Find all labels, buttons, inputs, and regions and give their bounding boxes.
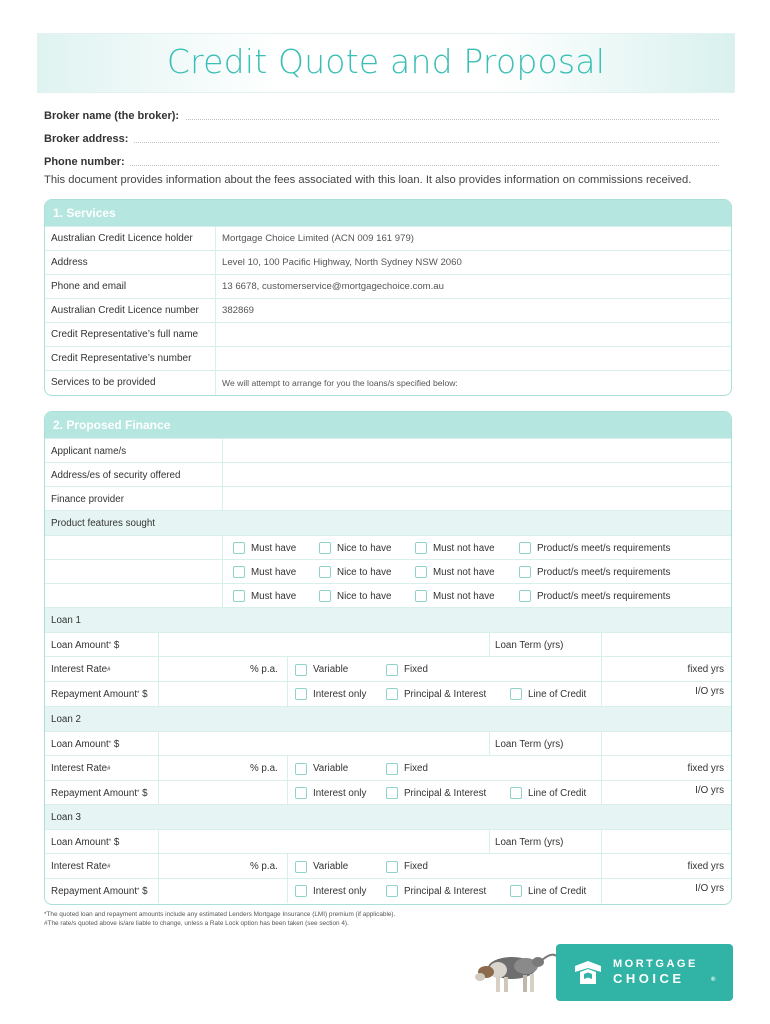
meets-requirements-option[interactable] xyxy=(519,584,670,608)
loan-term-input[interactable] xyxy=(602,830,731,854)
option-label: Nice to have xyxy=(337,590,392,602)
option-label: Fixed xyxy=(404,664,428,675)
brand-line-2: CHOICE xyxy=(613,971,685,986)
interest-only-option[interactable] xyxy=(295,879,366,903)
percent-pa-label: % p.a. xyxy=(250,664,278,675)
divider xyxy=(287,854,288,879)
fixed-yrs-label: fixed yrs xyxy=(687,763,724,774)
loan-amount-input[interactable] xyxy=(159,633,489,657)
loan-term-label: Loan Term (yrs) xyxy=(495,836,564,848)
option-label: Must not have xyxy=(433,590,495,602)
meets-requirements-option[interactable] xyxy=(519,560,670,584)
checkbox[interactable] xyxy=(295,885,307,897)
broker-address-field[interactable] xyxy=(44,133,719,145)
broker-name-field[interactable] xyxy=(44,110,719,122)
must-have-option[interactable] xyxy=(233,560,296,584)
divider xyxy=(601,682,602,706)
interest-rate-row xyxy=(45,853,731,879)
percent-pa-label: % p.a. xyxy=(250,763,278,774)
table-row xyxy=(45,299,731,323)
loan-amount-label: Loan Amount * $ xyxy=(51,738,120,750)
loan-amount-row xyxy=(45,731,731,756)
table-row xyxy=(45,275,731,299)
finance-provider-label: Finance provider xyxy=(51,493,124,505)
broker-address-label: Broker address: xyxy=(44,133,129,145)
option-label: Nice to have xyxy=(337,542,392,554)
checkbox[interactable] xyxy=(319,566,331,578)
loan-header-row xyxy=(45,706,731,732)
checkbox[interactable] xyxy=(386,787,398,799)
option-label: Must have xyxy=(251,590,297,602)
option-label: Must have xyxy=(251,566,297,578)
divider xyxy=(222,584,223,608)
option-label: Must not have xyxy=(433,566,495,578)
broker-name-label: Broker name (the broker): xyxy=(44,110,180,122)
fixed-yrs-label: fixed yrs xyxy=(687,861,724,872)
option-label: Product/s meet/s requirements xyxy=(537,590,671,602)
principal-interest-option[interactable] xyxy=(386,781,486,805)
fixed-option[interactable] xyxy=(386,657,428,682)
divider xyxy=(158,657,159,682)
divider xyxy=(287,657,288,682)
feature-row xyxy=(45,583,731,608)
nice-to-have-option[interactable] xyxy=(319,584,391,608)
row-value[interactable] xyxy=(216,347,732,371)
registered-mark: ® xyxy=(711,977,716,983)
row-label: Australian Credit Licence holder xyxy=(45,227,216,251)
services-heading: 1. Services xyxy=(45,200,731,226)
checkbox[interactable] xyxy=(386,763,398,775)
option-label: Principal & Interest xyxy=(404,885,487,897)
divider xyxy=(489,732,490,756)
row-value[interactable]: Level 10, 100 Pacific Highway, North Sydney NSW 2060 xyxy=(216,251,732,275)
must-have-option[interactable] xyxy=(233,536,296,560)
checkbox[interactable] xyxy=(295,787,307,799)
option-label: Interest only xyxy=(313,688,367,700)
loan-title: Loan 2 xyxy=(51,714,81,725)
checkbox[interactable] xyxy=(415,542,427,554)
checkbox[interactable] xyxy=(510,787,522,799)
footnote-rate: #The rate/s quoted above is/are liable to change, unless a Rate Lock option has been taken (see section 4). xyxy=(44,920,349,927)
features-header-row xyxy=(45,510,731,536)
interest-rate-row xyxy=(45,656,731,682)
loan-amount-label: Loan Amount * $ xyxy=(51,639,120,651)
option-label: Line of Credit xyxy=(528,885,587,897)
page-title: Credit Quote and Proposal xyxy=(166,42,606,81)
table-row xyxy=(45,227,731,251)
checkbox[interactable] xyxy=(510,688,522,700)
row-label: Credit Representative’s full name xyxy=(45,323,216,347)
loan-amount-input[interactable] xyxy=(159,830,489,854)
loan-term-input[interactable] xyxy=(602,633,731,657)
interest-only-option[interactable] xyxy=(295,781,366,805)
dog-illustration xyxy=(468,946,560,998)
loan-title: Loan 1 xyxy=(51,615,81,626)
loan-term-label: Loan Term (yrs) xyxy=(495,738,564,750)
loan-term-label: Loan Term (yrs) xyxy=(495,639,564,651)
interest-rate-label: Interest Rate # xyxy=(51,664,111,675)
must-not-have-option[interactable] xyxy=(415,584,495,608)
checkbox[interactable] xyxy=(295,763,307,775)
option-label: Line of Credit xyxy=(528,787,587,799)
repayment-row xyxy=(45,780,731,805)
fixed-option[interactable] xyxy=(386,854,428,879)
applicant-label: Applicant name/s xyxy=(51,445,127,457)
checkbox[interactable] xyxy=(233,542,245,554)
checkbox[interactable] xyxy=(295,688,307,700)
row-label: Phone and email xyxy=(45,275,216,299)
option-label: Fixed xyxy=(404,861,428,872)
checkbox[interactable] xyxy=(519,590,531,602)
loan-title: Loan 3 xyxy=(51,812,81,823)
nice-to-have-option[interactable] xyxy=(319,536,391,560)
option-label: Must not have xyxy=(433,542,495,554)
nice-to-have-option[interactable] xyxy=(319,560,391,584)
row-value[interactable]: 382869 xyxy=(216,299,732,323)
divider xyxy=(601,657,602,682)
table-row xyxy=(45,323,731,347)
feature-input[interactable] xyxy=(45,536,221,560)
must-have-option[interactable] xyxy=(233,584,296,608)
security-address-label: Address/es of security offered xyxy=(51,469,181,481)
io-yrs-label: I/O yrs xyxy=(695,882,724,894)
loan-header-row xyxy=(45,804,731,830)
divider xyxy=(489,830,490,854)
row-label: Credit Representative’s number xyxy=(45,347,216,371)
row-value[interactable] xyxy=(216,323,732,347)
fixed-option[interactable] xyxy=(386,756,428,781)
interest-rate-label: Interest Rate # xyxy=(51,861,111,872)
meets-requirements-option[interactable] xyxy=(519,536,670,560)
repayment-label: Repayment Amount * $ xyxy=(51,688,148,700)
repayment-row xyxy=(45,681,731,706)
variable-option[interactable] xyxy=(295,657,348,682)
percent-pa-label: % p.a. xyxy=(250,861,278,872)
must-not-have-option[interactable] xyxy=(415,560,495,584)
loan-amount-label: Loan Amount * $ xyxy=(51,836,120,848)
line-of-credit-option[interactable] xyxy=(510,781,586,805)
divider xyxy=(158,756,159,781)
broker-address-rule xyxy=(134,142,719,143)
row-value[interactable]: 13 6678, customerservice@mortgagechoice.com.au xyxy=(216,275,732,299)
finance-provider-input[interactable] xyxy=(223,487,731,511)
checkbox[interactable] xyxy=(386,861,398,873)
table-row xyxy=(45,347,731,371)
title-banner xyxy=(37,33,735,93)
checkbox[interactable] xyxy=(386,688,398,700)
feature-input[interactable] xyxy=(45,560,221,584)
option-label: Interest only xyxy=(313,787,367,799)
divider xyxy=(287,682,288,706)
checkbox[interactable] xyxy=(295,861,307,873)
option-label: Variable xyxy=(313,763,349,774)
interest-rate-label: Interest Rate # xyxy=(51,763,111,774)
repayment-input[interactable] xyxy=(159,879,287,903)
option-label: Product/s meet/s requirements xyxy=(537,566,671,578)
phone-number-rule xyxy=(130,165,719,166)
house-logo-icon xyxy=(574,960,602,986)
repayment-row xyxy=(45,878,731,903)
io-yrs-label: I/O yrs xyxy=(695,685,724,697)
feature-input[interactable] xyxy=(45,584,221,608)
broker-name-rule xyxy=(186,119,719,120)
checkbox[interactable] xyxy=(386,885,398,897)
table-row xyxy=(45,462,731,487)
divider xyxy=(287,879,288,903)
repayment-input[interactable] xyxy=(159,781,287,805)
loan-term-input[interactable] xyxy=(602,732,731,756)
divider xyxy=(601,854,602,879)
brand-line-1: MORTGAGE xyxy=(613,958,698,970)
fixed-yrs-label: fixed yrs xyxy=(687,664,724,675)
mortgage-choice-logo xyxy=(556,944,733,1001)
repayment-input[interactable] xyxy=(159,682,287,706)
divider xyxy=(287,756,288,781)
loan-amount-row xyxy=(45,632,731,657)
phone-number-label: Phone number: xyxy=(44,156,125,168)
option-label: Nice to have xyxy=(337,566,392,578)
option-label: Product/s meet/s requirements xyxy=(537,542,671,554)
finance-heading: 2. Proposed Finance xyxy=(45,412,731,438)
row-label: Australian Credit Licence number xyxy=(45,299,216,323)
divider xyxy=(222,536,223,560)
loan-amount-input[interactable] xyxy=(159,732,489,756)
checkbox[interactable] xyxy=(415,566,427,578)
checkbox[interactable] xyxy=(510,885,522,897)
feature-row xyxy=(45,559,731,584)
principal-interest-option[interactable] xyxy=(386,879,486,903)
divider xyxy=(601,756,602,781)
divider xyxy=(489,633,490,657)
line-of-credit-option[interactable] xyxy=(510,682,586,706)
option-label: Line of Credit xyxy=(528,688,587,700)
checkbox[interactable] xyxy=(319,590,331,602)
option-label: Principal & Interest xyxy=(404,688,487,700)
option-label: Variable xyxy=(313,664,349,675)
feature-row xyxy=(45,535,731,560)
option-label: Must have xyxy=(251,542,297,554)
variable-option[interactable] xyxy=(295,854,348,879)
features-label: Product features sought xyxy=(51,518,156,529)
loan-header-row xyxy=(45,607,731,633)
option-label: Fixed xyxy=(404,763,428,774)
table-row xyxy=(45,486,731,511)
intro-text: This document provides information about the fees associated with this loan. It also provides information on commissions received. xyxy=(44,174,692,186)
divider xyxy=(601,879,602,903)
divider xyxy=(601,781,602,805)
services-section xyxy=(44,199,732,396)
proposed-finance-section xyxy=(44,411,732,905)
checkbox[interactable] xyxy=(519,542,531,554)
table-row xyxy=(45,438,731,463)
checkbox[interactable] xyxy=(319,542,331,554)
repayment-label: Repayment Amount * $ xyxy=(51,885,148,897)
divider xyxy=(222,560,223,584)
io-yrs-label: I/O yrs xyxy=(695,784,724,796)
row-value[interactable]: Mortgage Choice Limited (ACN 009 161 979) xyxy=(216,227,732,251)
loan-amount-row xyxy=(45,829,731,854)
checkbox[interactable] xyxy=(233,566,245,578)
table-row xyxy=(45,251,731,275)
checkbox[interactable] xyxy=(415,590,427,602)
divider xyxy=(158,854,159,879)
interest-only-option[interactable] xyxy=(295,682,366,706)
line-of-credit-option[interactable] xyxy=(510,879,586,903)
services-table xyxy=(45,226,731,395)
variable-option[interactable] xyxy=(295,756,348,781)
phone-number-field[interactable] xyxy=(44,156,719,168)
table-row xyxy=(45,371,731,395)
applicant-input[interactable] xyxy=(223,439,731,463)
checkbox[interactable] xyxy=(233,590,245,602)
principal-interest-option[interactable] xyxy=(386,682,486,706)
interest-rate-row xyxy=(45,755,731,781)
checkbox[interactable] xyxy=(519,566,531,578)
option-label: Variable xyxy=(313,861,349,872)
repayment-label: Repayment Amount * $ xyxy=(51,787,148,799)
divider xyxy=(287,781,288,805)
checkbox[interactable] xyxy=(295,664,307,676)
footnote-lmi: *The quoted loan and repayment amounts include any estimated Lenders Mortgage Insurance (LMI) premium (if applicable). xyxy=(44,911,396,918)
security-address-input[interactable] xyxy=(223,463,731,487)
must-not-have-option[interactable] xyxy=(415,536,495,560)
checkbox[interactable] xyxy=(386,664,398,676)
row-label: Services to be provided xyxy=(45,371,216,395)
row-value: We will attempt to arrange for you the loans/s specified below: xyxy=(216,371,732,395)
row-label: Address xyxy=(45,251,216,275)
option-label: Interest only xyxy=(313,885,367,897)
option-label: Principal & Interest xyxy=(404,787,487,799)
